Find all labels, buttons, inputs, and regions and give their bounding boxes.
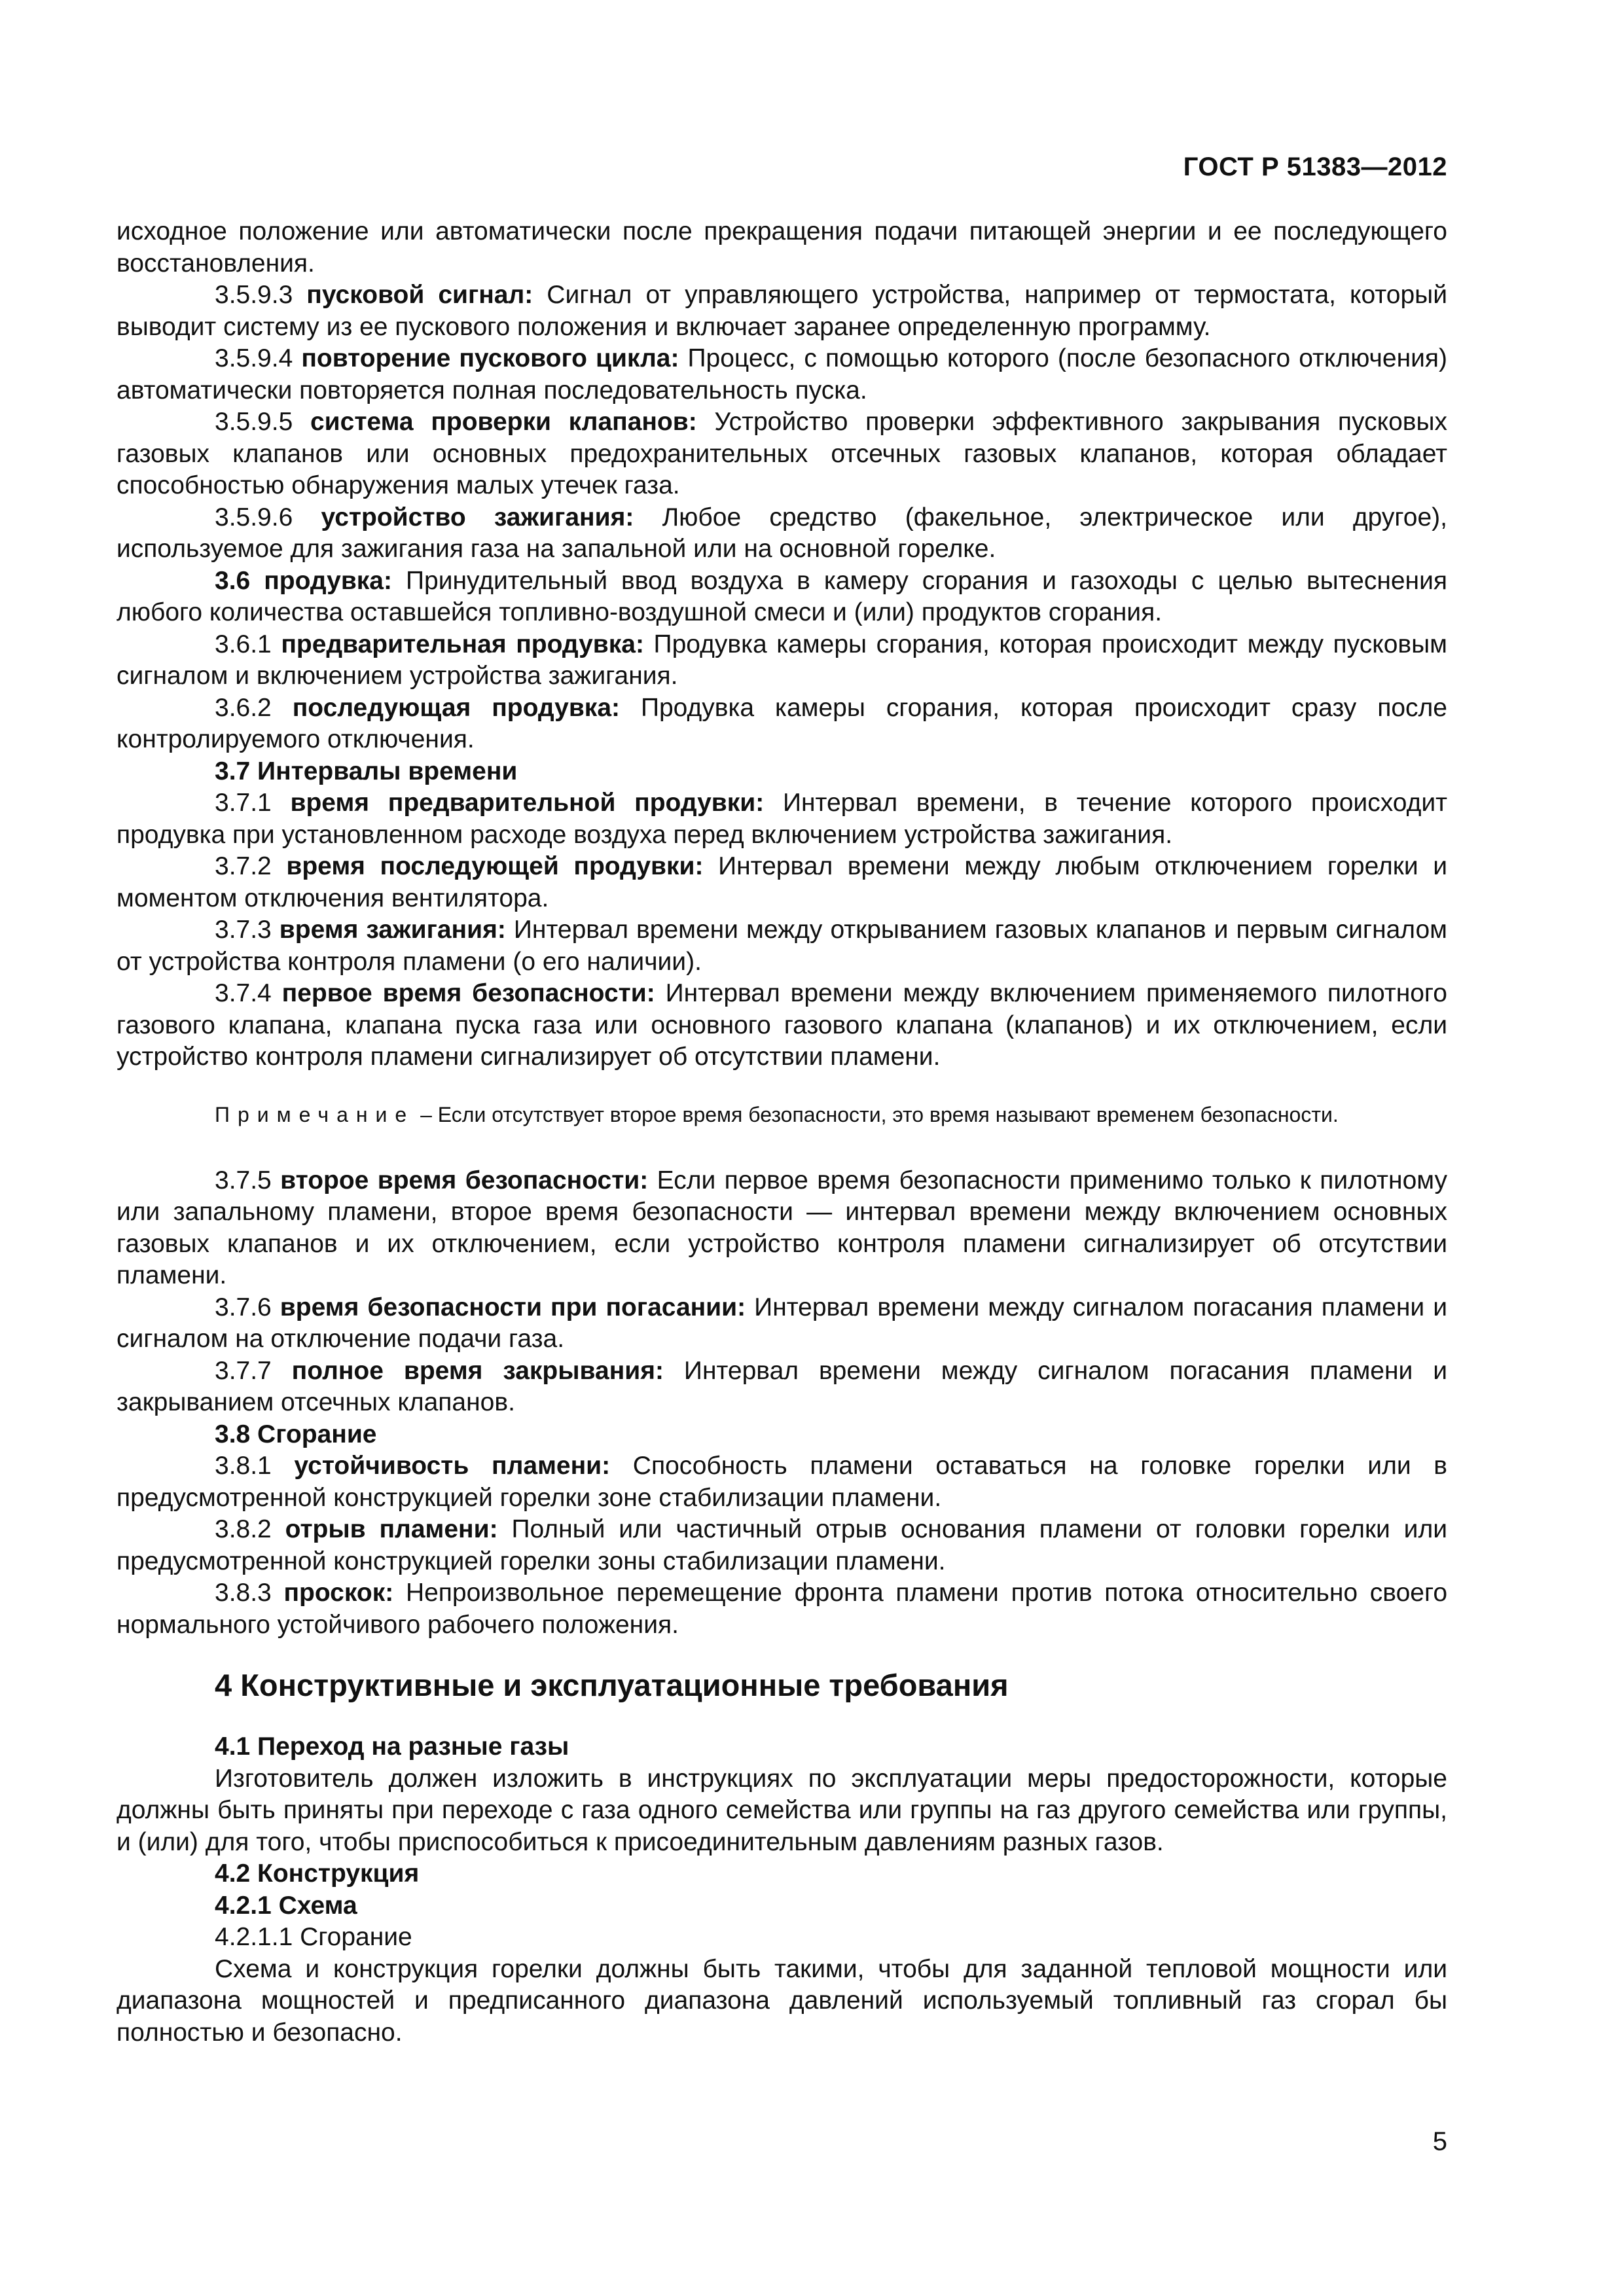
clause-number: 3.7.6: [215, 1293, 280, 1321]
heading-text: 4.1 Переход на разные газы: [215, 1732, 569, 1761]
definition-text: Сигнал от управляющего устройства, например от термостата, который выводит систему из ее пускового положения и включает заранее определенную программу.: [117, 281, 1447, 341]
clause-number: 3.7.7: [215, 1356, 292, 1385]
defined-term: время зажигания:: [279, 916, 506, 944]
definition: [117, 406, 1447, 502]
clause-number: 3.6.1: [215, 630, 281, 658]
defined-term: полное время закрывания:: [291, 1356, 664, 1385]
paragraph-text: исходное положение или автоматически после прекращения подачи питающей энергии и ее последующего восстановления.: [117, 217, 1447, 278]
paragraph-text: Изготовитель должен изложить в инструкциях по эксплуатации меры предосторожности, которые должны быть приняты при переходе с газа одного семейства или группы на газ другого семейства или группы, и (или) для того, чтобы приспособиться к присоединительным давлениям разных газов.: [117, 1764, 1447, 1856]
note-text: – Если отсутствует второе время безопасности, это время называют временем безопасности.: [414, 1102, 1339, 1126]
definition: [117, 502, 1447, 565]
definition-text: Полный или частичный отрыв основания пламени от головки горелки или предусмотренной конструкцией горелки зоны стабилизации пламени.: [117, 1515, 1447, 1575]
definition: [117, 978, 1447, 1073]
definition-text: Интервал времени между включением применяемого пилотного газового клапана, клапана пуска газа или основного газового клапана (клапанов) и их отключением, если устройство контроля пламени сигнализирует об отсутствии пламени.: [117, 979, 1447, 1071]
defined-term: система проверки клапанов:: [310, 408, 697, 436]
clause-number: 3.5.9.5: [215, 408, 310, 436]
definition: [117, 1292, 1447, 1355]
defined-term: время предварительной продувки:: [290, 789, 765, 817]
definition: [117, 851, 1447, 914]
subsection-heading: [117, 1890, 1447, 1922]
defined-term: повторение пускового цикла:: [301, 344, 679, 372]
document-body: [117, 216, 1447, 2049]
defined-term: время последующей продувки:: [286, 852, 704, 880]
definition-text: Устройство проверки эффективного закрывания пусковых газовых клапанов или основных предохранительных отсечных газовых клапанов, которая обладает способностью обнаружения малых утечек газа.: [117, 408, 1448, 499]
definition-text: Способность пламени оставаться на головке горелки или в предусмотренной конструкцией горелки зоне стабилизации пламени.: [117, 1452, 1448, 1512]
clause-number: 3.7.5: [215, 1166, 281, 1194]
definition-text: Интервал времени между сигналом погасания пламени и закрыванием отсечных клапанов.: [117, 1356, 1448, 1416]
definition-text: Любое средство (факельное, электрическое или другое), используемое для зажигания газа на запальной или на основной горелке.: [117, 503, 1448, 563]
section-heading: 4 Конструктивные и эксплуатационные требования: [215, 1668, 1009, 1702]
defined-term: последующая продувка:: [292, 693, 620, 722]
clause-number: 3.8.3: [215, 1579, 284, 1607]
clause-number: 3.8.1: [215, 1452, 295, 1480]
clause-number: 3.6.2: [215, 693, 293, 722]
paragraph: [117, 216, 1447, 279]
page-number: 5: [1432, 2127, 1447, 2156]
defined-term: 3.6 продувка:: [215, 566, 392, 595]
note: [117, 1100, 1447, 1130]
definition-text: Непроизвольное перемещение фронта пламени против потока относительно своего нормального устойчивого рабочего положения.: [117, 1579, 1448, 1639]
document-header: ГОСТ Р 51383—2012: [1183, 152, 1447, 181]
clause-number: 3.7.3: [215, 916, 280, 944]
defined-term: устойчивость пламени:: [294, 1452, 611, 1480]
clause-number: 3.5.9.4: [215, 344, 302, 372]
subsection-heading: [117, 1858, 1447, 1890]
definition: [117, 343, 1447, 406]
clause-number: 3.7.2: [215, 852, 287, 880]
clause-number: 3.5.9.6: [215, 503, 321, 531]
definition-text: Продувка камеры сгорания, которая происходит между пусковым сигналом и включением устройства зажигания.: [117, 630, 1447, 690]
defined-term: время безопасности при погасании:: [280, 1293, 746, 1321]
heading-text: 4.2 Конструкция: [215, 1859, 420, 1888]
definition: [117, 1514, 1447, 1577]
defined-term: отрыв пламени:: [285, 1515, 498, 1543]
definition: [117, 1450, 1447, 1514]
clause-number: 3.7.1: [215, 789, 291, 817]
defined-term: пусковой сигнал:: [306, 281, 533, 309]
paragraph: [117, 1954, 1447, 2049]
paragraph: [117, 1922, 1447, 1954]
definition: [117, 692, 1447, 756]
definition: [117, 914, 1447, 978]
definition-text: Интервал времени между любым отключением горелки и моментом отключения вентилятора.: [117, 852, 1448, 912]
definition: [117, 565, 1447, 629]
heading-text: 3.7 Интервалы времени: [215, 757, 518, 785]
definition-text: Продувка камеры сгорания, которая происходит сразу после контролируемого отключения.: [117, 693, 1447, 753]
definition: [117, 279, 1447, 343]
defined-term: проскок:: [283, 1579, 394, 1607]
definition: [117, 1355, 1447, 1419]
subsection-heading: [117, 1731, 1447, 1763]
defined-term: первое время безопасности:: [281, 979, 655, 1007]
definition-text: Принудительный ввод воздуха в камеру сгорания и газоходы с целью вытеснения любого количества оставшейся топливно-воздушной смеси и (или) продуктов сгорания.: [117, 566, 1447, 626]
defined-term: второе время безопасности:: [280, 1166, 649, 1194]
definition: [117, 629, 1447, 692]
definition-text: Интервал времени между открыванием газовых клапанов и первым сигналом от устройства контроля пламени (о его наличии).: [117, 916, 1447, 976]
clause-number: 3.8.2: [215, 1515, 285, 1543]
definition-text: Интервал времени, в течение которого происходит продувка при установленном расходе воздуха перед включением устройства зажигания.: [117, 789, 1448, 849]
paragraph-text: 4.2.1.1 Сгорание: [215, 1923, 412, 1951]
definition: [117, 787, 1447, 851]
definition-text: Интервал времени между сигналом погасания пламени и сигналом на отключение подачи газа.: [117, 1293, 1448, 1353]
subsection-heading: [117, 1419, 1447, 1451]
definition: [117, 1165, 1447, 1292]
heading-text: 3.8 Сгорание: [215, 1420, 377, 1448]
heading-text: 4.2.1 Схема: [215, 1891, 357, 1920]
definition: [117, 1577, 1447, 1641]
defined-term: устройство зажигания:: [321, 503, 634, 531]
defined-term: предварительная продувка:: [281, 630, 644, 658]
definition-text: Если первое время безопасности применимо только к пилотному или запальному пламени, второе время безопасности — интервал времени между включением основных газовых клапанов и их отключением, если устройство контроля пламени сигнализирует об отсутствии пламени.: [117, 1166, 1448, 1289]
definition-text: Процесс, с помощью которого (после безопасного отключения) автоматически повторяется полная последовательность пуска.: [117, 344, 1447, 404]
paragraph-text: Схема и конструкция горелки должны быть такими, чтобы для заданной тепловой мощности или диапазона мощностей и предписанного диапазона давлений используемый топливный газ сгорал бы полностью и безопасно.: [117, 1954, 1447, 2047]
clause-number: 3.7.4: [215, 979, 282, 1007]
clause-number: 3.5.9.3: [215, 281, 307, 309]
paragraph: [117, 1763, 1447, 1859]
note-label: Примечание: [215, 1102, 415, 1126]
subsection-heading: [117, 756, 1447, 788]
